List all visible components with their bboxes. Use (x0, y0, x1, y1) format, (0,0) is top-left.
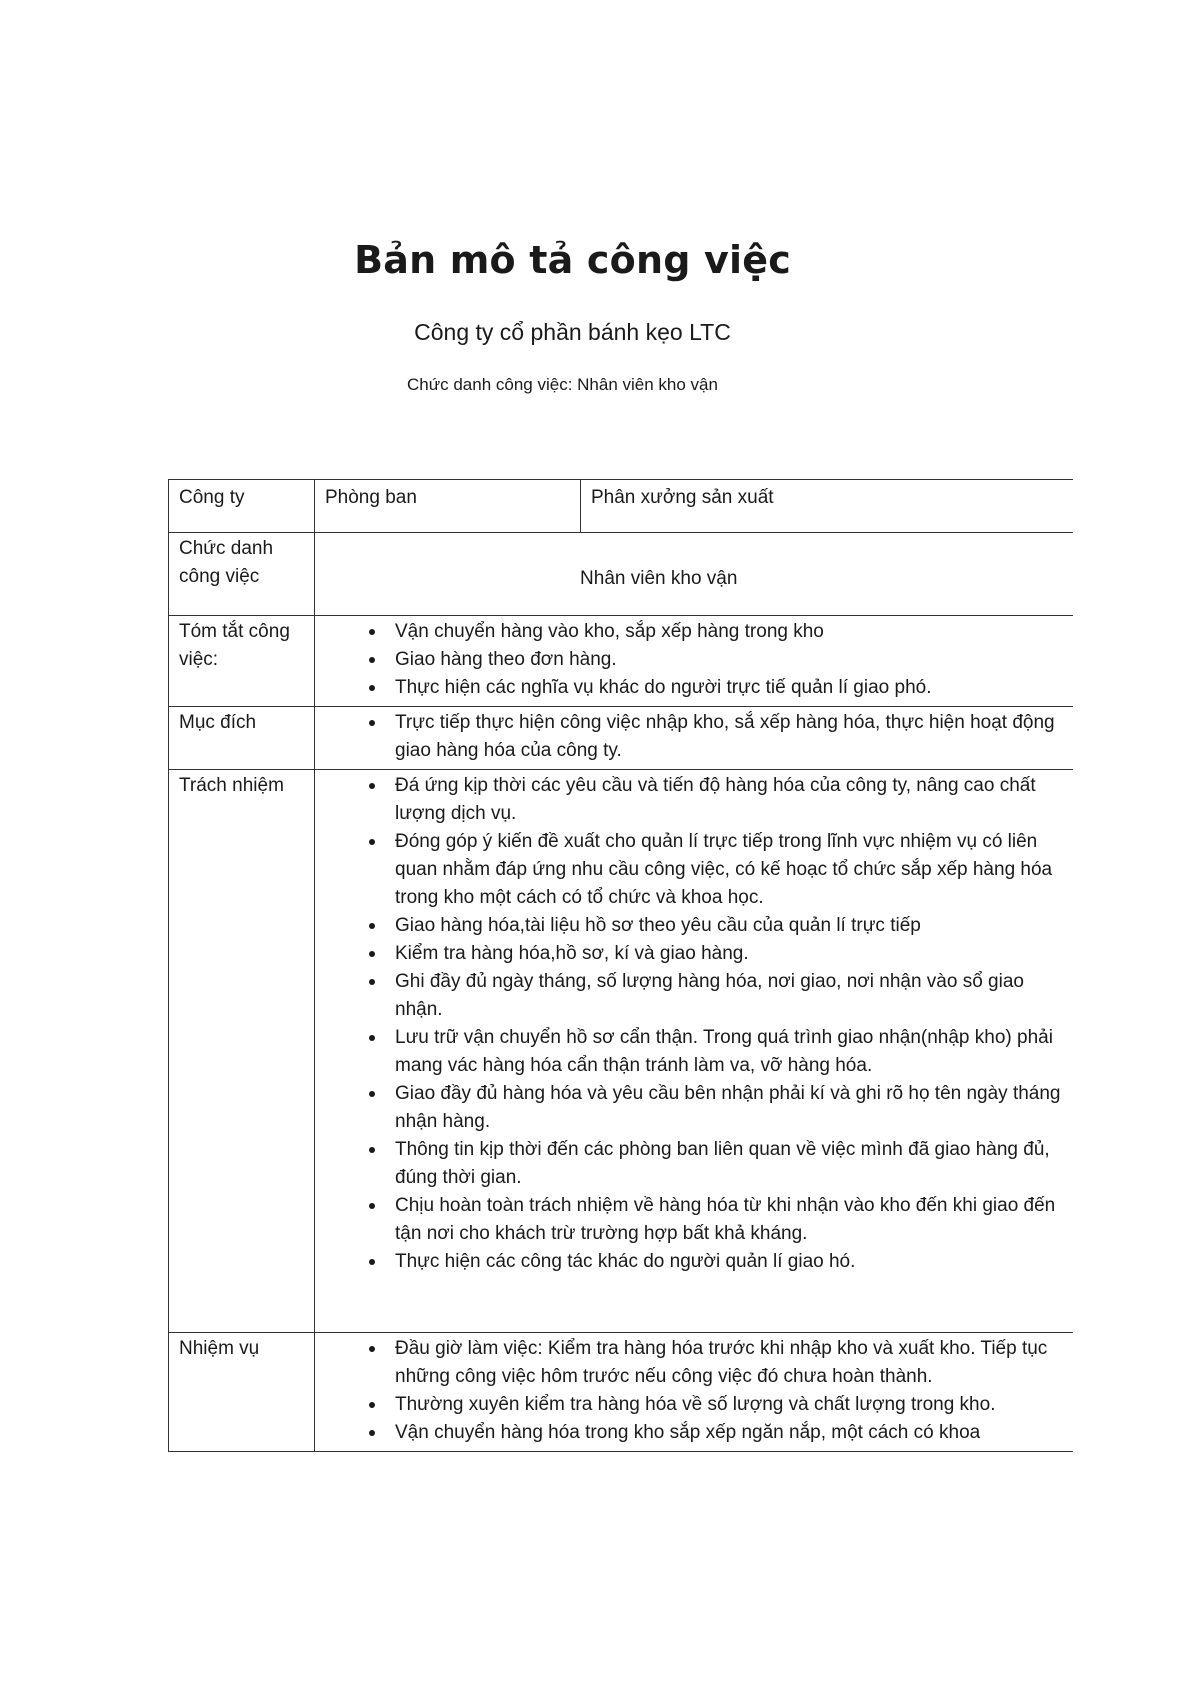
list-item: Vận chuyển hàng vào kho, sắp xếp hàng trong kho (369, 618, 1063, 646)
list-item: Thực hiện các công tác khác do người quản lí giao hó. (369, 1248, 1063, 1276)
responsibility-list (325, 772, 1063, 1276)
list-item: Giao đầy đủ hàng hóa và yêu cầu bên nhận phải kí và ghi rõ họ tên ngày tháng nhận hàng. (369, 1080, 1063, 1136)
list-item: Đầu giờ làm việc: Kiểm tra hàng hóa trước khi nhập kho và xuất kho. Tiếp tục những công việc hôm trước nếu công việc đó chưa hoàn thành. (369, 1335, 1063, 1391)
summary-row (169, 616, 1073, 707)
list-item: Thường xuyên kiểm tra hàng hóa về số lượng và chất lượng trong kho. (369, 1391, 1063, 1419)
summary-list (325, 618, 1063, 702)
summary-label: Tóm tắt công việc: (169, 616, 315, 707)
purpose-row (169, 707, 1073, 770)
list-item: Giao hàng theo đơn hàng. (369, 646, 1063, 674)
company-row (169, 480, 1073, 533)
list-item: Lưu trữ vận chuyển hồ sơ cẩn thận. Trong quá trình giao nhận(nhập kho) phải mang vác hàng hóa cẩn thận tránh làm va, vỡ hàng hóa. (369, 1024, 1063, 1080)
list-item: Vận chuyển hàng hóa trong kho sắp xếp ngăn nắp, một cách có khoa (369, 1419, 1063, 1447)
company-line: Công ty cổ phần bánh kẹo LTC (414, 319, 731, 345)
duties-label: Nhiệm vụ (169, 1333, 315, 1452)
list-item: Đóng góp ý kiến đề xuất cho quản lí trực tiếp trong lĩnh vực nhiệm vụ có liên quan nhằm đáp ứng nhu cầu công việc, có kế hoạc tổ chức sắp xếp hàng hóa trong kho một cách có tổ chức và khoa học. (369, 828, 1063, 912)
document-title: Bản mô tả công việc (354, 238, 791, 282)
responsibility-label: Trách nhiệm (169, 770, 315, 1333)
responsibility-cell (315, 770, 1073, 1333)
duties-list (325, 1335, 1063, 1447)
company-label: Công ty (169, 480, 315, 533)
list-item: Kiểm tra hàng hóa,hồ sơ, kí và giao hàng. (369, 940, 1063, 968)
list-item: Thông tin kịp thời đến các phòng ban liên quan về việc mình đã giao hàng đủ, đúng thời gian. (369, 1136, 1063, 1192)
list-item: Đá ứng kịp thời các yêu cầu và tiến độ hàng hóa của công ty, nâng cao chất lượng dịch vụ. (369, 772, 1063, 828)
purpose-label: Mục đích (169, 707, 315, 770)
job-title-value: Nhân viên kho vận (580, 568, 738, 589)
list-item: Giao hàng hóa,tài liệu hồ sơ theo yêu cầu của quản lí trực tiếp (369, 912, 1063, 940)
list-item: Chịu hoàn toàn trách nhiệm về hàng hóa từ khi nhận vào kho đến khi giao đến tận nơi cho khách trừ trường hợp bất khả kháng. (369, 1192, 1063, 1248)
summary-cell (315, 616, 1073, 707)
duties-cell (315, 1333, 1073, 1452)
list-item: Trực tiếp thực hiện công việc nhập kho, sắ xếp hàng hóa, thực hiện hoạt động giao hàng hóa của công ty. (369, 709, 1063, 765)
responsibility-row (169, 770, 1073, 1333)
job-title-line: Chức danh công việc: Nhân viên kho vận (407, 375, 718, 394)
duties-row (169, 1333, 1073, 1452)
purpose-cell (315, 707, 1073, 770)
department-value: Phân xưởng sản xuất (581, 480, 1073, 533)
purpose-list (325, 709, 1063, 765)
job-title-row (169, 533, 1073, 616)
job-title-label: Chức danh công việc (169, 533, 315, 616)
job-description-table (168, 479, 1073, 1452)
job-title-cell (315, 533, 1073, 616)
list-item: Thực hiện các nghĩa vụ khác do người trực tiế quản lí giao phó. (369, 674, 1063, 702)
department-label: Phòng ban (315, 480, 581, 533)
list-item: Ghi đầy đủ ngày tháng, số lượng hàng hóa, nơi giao, nơi nhận vào sổ giao nhận. (369, 968, 1063, 1024)
